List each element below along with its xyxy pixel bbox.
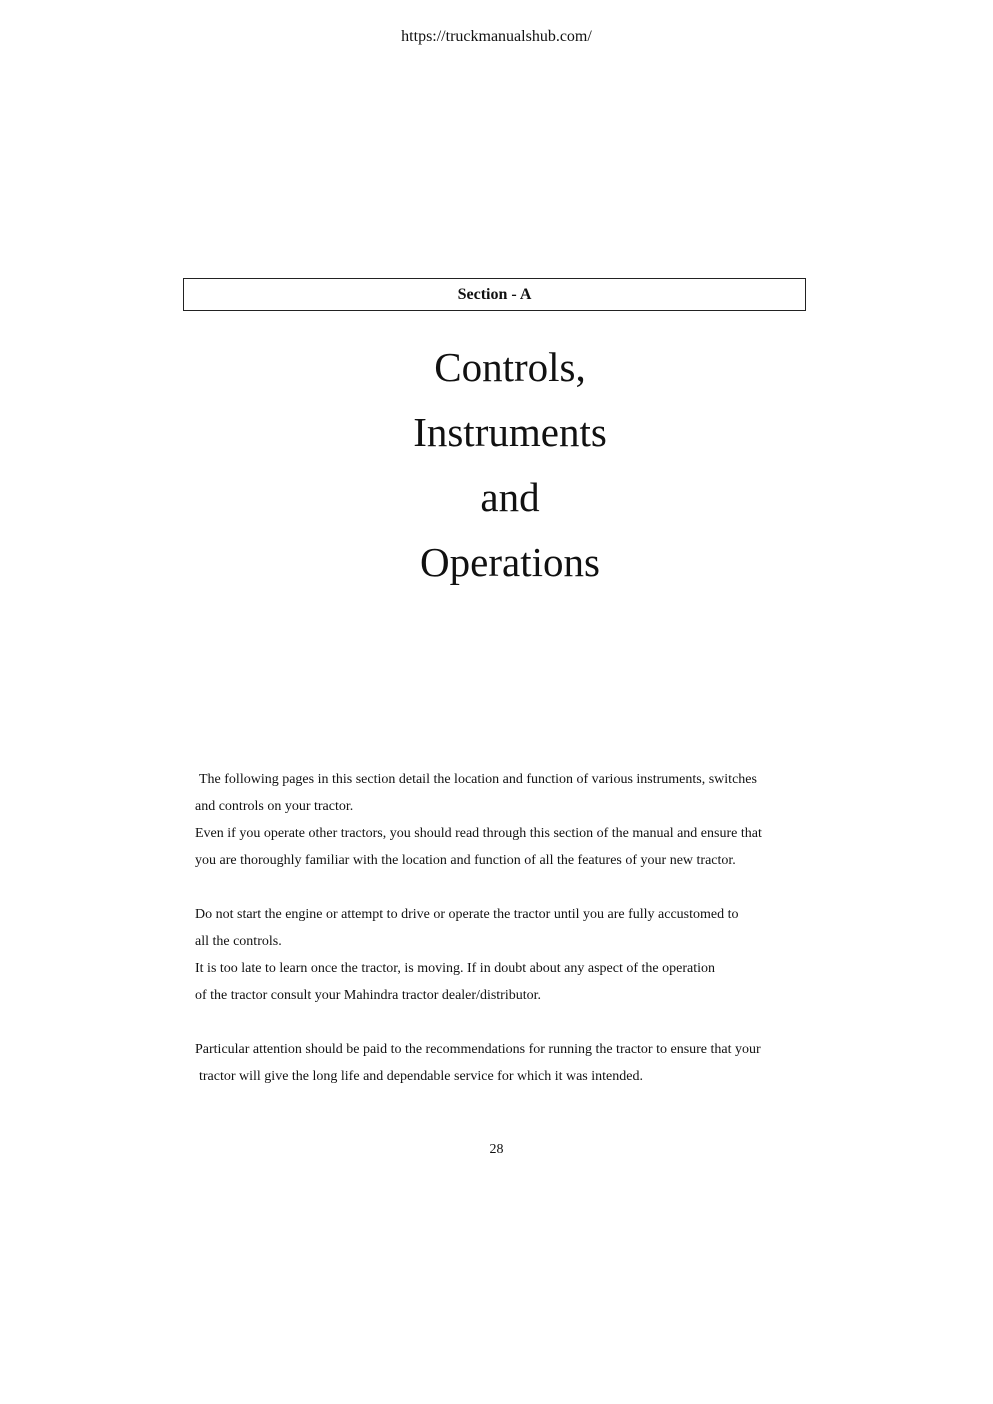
- text-line: Even if you operate other tractors, you should read through this section of the manual and ensure that: [195, 826, 762, 841]
- text-line: all the controls.: [195, 934, 282, 949]
- header-url: https://truckmanualshub.com/: [401, 28, 592, 45]
- title-line-2: Instruments: [413, 409, 607, 455]
- section-label-box: [183, 278, 806, 311]
- paragraph-intro: [195, 766, 815, 874]
- paragraph-warning: [195, 901, 815, 1009]
- title-line-4: Operations: [420, 539, 600, 585]
- text-line: of the tractor consult your Mahindra tractor dealer/distributor.: [195, 988, 542, 1003]
- text-line: Particular attention should be paid to the recommendations for running the tractor to ensure that your: [195, 1042, 761, 1057]
- title-line-3: and: [480, 474, 540, 520]
- title-line-1: Controls,: [434, 344, 586, 390]
- page-number: 28: [489, 1142, 504, 1157]
- text-line: The following pages in this section detail the location and function of various instruments, switches: [199, 772, 757, 787]
- body-text: [195, 766, 815, 1090]
- text-line: Do not start the engine or attempt to drive or operate the tractor until you are fully accustomed to: [195, 907, 739, 922]
- paragraph-gap: [195, 874, 815, 901]
- page-title: [0, 335, 993, 595]
- text-line: and controls on your tractor.: [195, 799, 354, 814]
- paragraph-gap: [195, 1009, 815, 1036]
- text-line: tractor will give the long life and dependable service for which it was intended.: [199, 1069, 643, 1084]
- paragraph-recommendation: [195, 1036, 815, 1090]
- text-line: you are thoroughly familiar with the location and function of all the features of your new tractor.: [195, 853, 736, 868]
- section-label: Section - A: [457, 285, 532, 303]
- text-line: It is too late to learn once the tractor, is moving. If in doubt about any aspect of the operation: [195, 961, 716, 976]
